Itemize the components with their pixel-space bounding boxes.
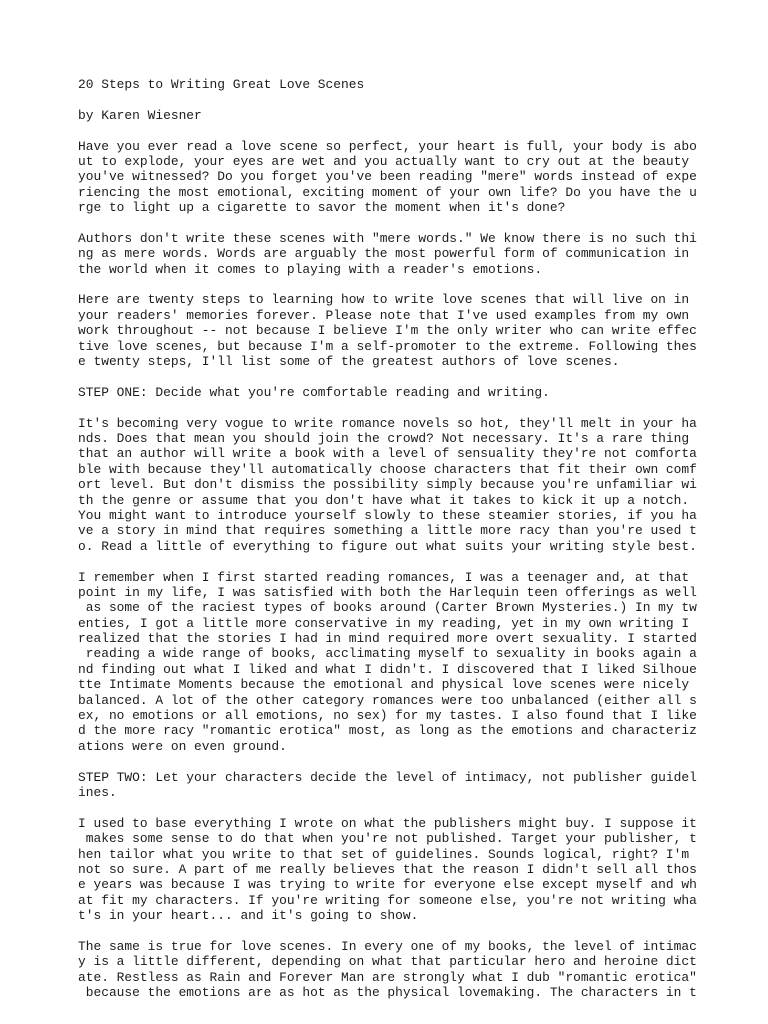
text-line: I remember when I first started reading romances, I was a teenager and, at that xyxy=(78,569,690,585)
paragraph xyxy=(78,416,698,555)
paragraph-gap xyxy=(78,216,698,231)
text-line: nds. Does that mean you should join the crowd? Not necessary. It's a rare thing xyxy=(78,430,690,446)
text-line: Here are twenty steps to learning how to write love scenes that will live on in xyxy=(78,292,690,308)
text-line: ines. xyxy=(78,784,117,800)
body-text xyxy=(78,139,698,1001)
text-line: I used to base everything I wrote on what the publishers might buy. I suppose it xyxy=(78,815,697,831)
text-line: th the genre or assume that you don't have what it takes to kick it up a notch. xyxy=(78,492,690,508)
text-line: that an author will write a book with a level of sensuality they're not comforta xyxy=(78,446,697,462)
paragraph-gap xyxy=(78,92,698,107)
paragraph xyxy=(78,385,698,400)
text-line: ort level. But don't dismiss the possibility simply because you're unfamiliar wi xyxy=(78,477,697,493)
paragraph-gap xyxy=(78,800,698,815)
text-line: tive love scenes, but because I'm a self-promoter to the extreme. Following thes xyxy=(78,338,697,354)
text-line: t's in your heart... and it's going to show. xyxy=(78,908,419,924)
text-line: rge to light up a cigarette to savor the moment when it's done? xyxy=(78,200,566,216)
document-title: 20 Steps to Writing Great Love Scenes xyxy=(78,77,365,92)
text-line: ations were on even ground. xyxy=(78,738,287,754)
text-line: as some of the raciest types of books around (Carter Brown Mysteries.) In my tw xyxy=(78,600,697,616)
text-line: Have you ever read a love scene so perfect, your heart is full, your body is abo xyxy=(78,138,697,154)
author-byline: by Karen Wiesner xyxy=(78,107,202,123)
text-line: e years was because I was trying to write for everyone else except myself and wh xyxy=(78,877,697,893)
text-line: not so sure. A part of me really believes that the reason I didn't sell all thos xyxy=(78,861,697,877)
text-line: work throughout -- not because I believe I'm the only writer who can write effec xyxy=(78,323,697,339)
paragraph xyxy=(78,770,698,801)
paragraph-gap xyxy=(78,923,698,938)
paragraph xyxy=(78,939,698,1001)
text-line: your readers' memories forever. Please note that I've used examples from my own xyxy=(78,307,690,323)
text-line: The same is true for love scenes. In every one of my books, the level of intimac xyxy=(78,938,697,954)
text-line: STEP ONE: Decide what you're comfortable reading and writing. xyxy=(78,384,550,400)
text-line: the world when it comes to playing with a reader's emotions. xyxy=(78,261,543,277)
text-line: realized that the stories I had in mind required more overt sexuality. I started xyxy=(78,631,697,647)
paragraph xyxy=(78,570,698,755)
text-line: nd finding out what I liked and what I didn't. I discovered that I liked Silhoue xyxy=(78,661,697,677)
paragraph-gap xyxy=(78,554,698,569)
text-line: at fit my characters. If you're writing for someone else, you're not writing wha xyxy=(78,892,697,908)
paragraph-gap xyxy=(78,123,698,138)
text-line: ex, no emotions or all emotions, no sex) for my tastes. I also found that I like xyxy=(78,708,697,724)
paragraph xyxy=(78,292,698,369)
text-line: makes some sense to do that when you're not published. Target your publisher, t xyxy=(78,831,697,847)
text-line: e twenty steps, I'll list some of the greatest authors of love scenes. xyxy=(78,354,620,370)
text-line: Authors don't write these scenes with "mere words." We know there is no such thi xyxy=(78,230,697,246)
text-line: y is a little different, depending on what that particular hero and heroine dict xyxy=(78,954,697,970)
text-line: because the emotions are as hot as the physical lovemaking. The characters in t xyxy=(78,985,697,1001)
text-line: ut to explode, your eyes are wet and you actually want to cry out at the beauty xyxy=(78,153,690,169)
paragraph-gap xyxy=(78,754,698,769)
text-line: tte Intimate Moments because the emotional and physical love scenes were nicely xyxy=(78,677,690,693)
text-line: STEP TWO: Let your characters decide the level of intimacy, not publisher guidel xyxy=(78,769,697,785)
text-line: You might want to introduce yourself slowly to these steamier stories, if you ha xyxy=(78,507,697,523)
text-line: balanced. A lot of the other category romances were too unbalanced (either all s xyxy=(78,692,697,708)
text-line: ve a story in mind that requires something a little more racy than you're used t xyxy=(78,523,697,539)
text-line: enties, I got a little more conservative in my reading, yet in my own writing I xyxy=(78,615,690,631)
paragraph xyxy=(78,139,698,216)
paragraph xyxy=(78,816,698,924)
text-line: point in my life, I was satisfied with both the Harlequin teen offerings as well xyxy=(78,584,697,600)
text-line: ng as mere words. Words are arguably the most powerful form of communication in xyxy=(78,246,690,262)
text-line: It's becoming very vogue to write romance novels so hot, they'll melt in your ha xyxy=(78,415,697,431)
text-line: reading a wide range of books, acclimating myself to sexuality in books again a xyxy=(78,646,697,662)
paragraph-gap xyxy=(78,369,698,384)
paragraph-gap xyxy=(78,277,698,292)
text-line: riencing the most emotional, exciting moment of your own life? Do you have the u xyxy=(78,184,697,200)
text-line: ate. Restless as Rain and Forever Man are strongly what I dub "romantic erotica" xyxy=(78,969,697,985)
text-line: o. Read a little of everything to figure out what suits your writing style best. xyxy=(78,538,697,554)
paragraph-gap xyxy=(78,400,698,415)
text-line: hen tailor what you write to that set of guidelines. Sounds logical, right? I'm xyxy=(78,846,690,862)
text-line: ble with because they'll automatically choose characters that fit their own comf xyxy=(78,461,697,477)
text-line: d the more racy "romantic erotica" most, as long as the emotions and characteriz xyxy=(78,723,697,739)
document-page xyxy=(78,77,698,1000)
paragraph xyxy=(78,231,698,277)
text-line: you've witnessed? Do you forget you've been reading "mere" words instead of expe xyxy=(78,169,697,185)
